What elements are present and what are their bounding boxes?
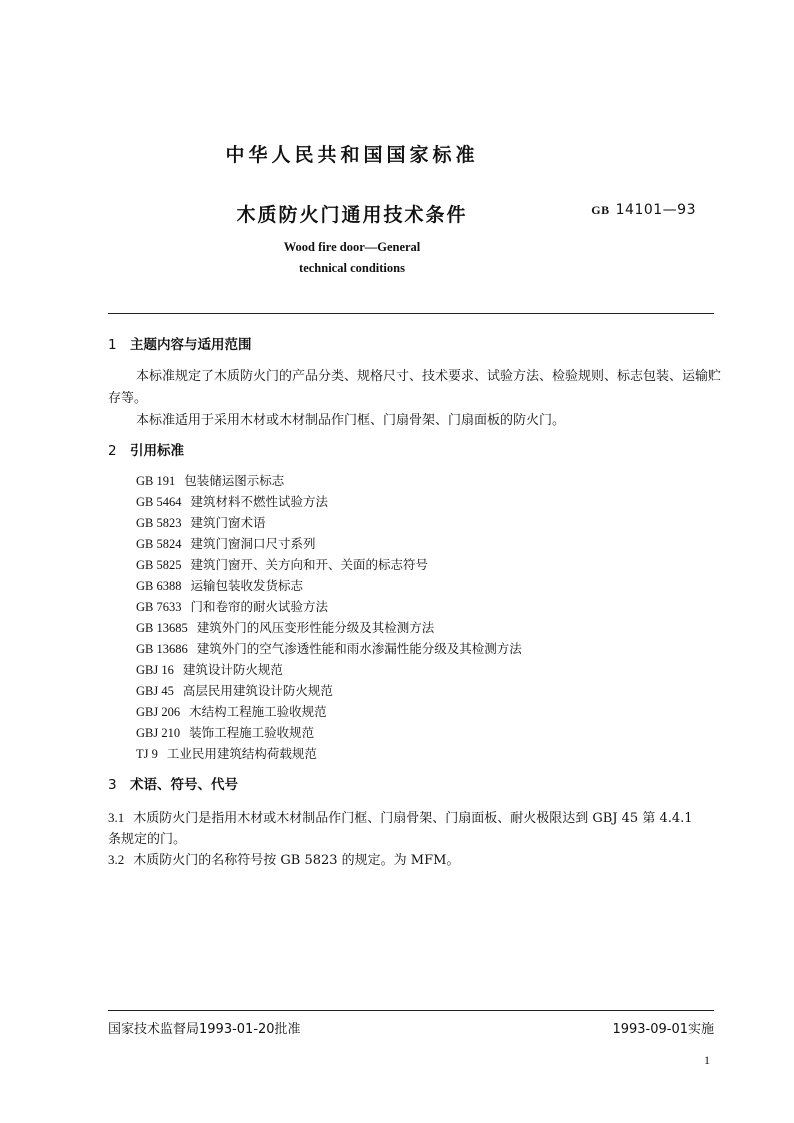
reference-item: GB 7633 门和卷帘的耐火试验方法 (136, 599, 329, 614)
page-number: 1 (704, 1053, 710, 1067)
reference-item: GBJ 45 高层民用建筑设计防火规范 (136, 683, 333, 698)
reference-item: TJ 9 工业民用建筑结构荷载规范 (136, 746, 317, 761)
english-title-line2: technical conditions (299, 261, 405, 275)
footer-divider (108, 1010, 714, 1011)
standard-code-number: 14101—93 (615, 202, 696, 218)
reference-item: GBJ 210 装饰工程施工验收规范 (136, 725, 315, 740)
reference-item: GB 13685 建筑外门的风压变形性能分级及其检测方法 (136, 620, 435, 635)
reference-item: GB 5823 建筑门窗术语 (136, 515, 266, 530)
approval-date: 国家技术监督局1993-01-20批准 (108, 1022, 301, 1037)
reference-item: GB 6388 运输包装收发货标志 (136, 578, 304, 593)
standard-code-prefix: GB (591, 203, 610, 217)
reference-item: GB 13686 建筑外门的空气渗透性能和雨水渗漏性能分级及其检测方法 (136, 641, 522, 656)
reference-item: GB 5824 建筑门窗洞口尺寸系列 (136, 536, 316, 551)
header-divider (108, 313, 714, 314)
section-1-paragraph-1-cont: 存等。 (108, 391, 148, 406)
reference-item: GB 5825 建筑门窗开、关方向和开、关面的标志符号 (136, 557, 429, 572)
clause-3-1: 3.1 木质防火门是指用木材或木材制品作门框、门扇骨架、门扇面板、耐火极限达到 GBJ 45 第 4.4.1 (108, 810, 693, 826)
reference-item: GB 191 包装储运图示标志 (136, 473, 285, 488)
section-3-heading: 3 术语、符号、代号 (108, 777, 238, 793)
effective-date: 1993-09-01实施 (612, 1022, 714, 1037)
reference-item: GB 5464 建筑材料不燃性试验方法 (136, 494, 329, 509)
section-1-paragraph-1: 本标准规定了木质防火门的产品分类、规格尺寸、技术要求、试验方法、检验规则、标志包装、运输贮 (136, 369, 722, 384)
national-standard-heading: 中华人民共和国国家标准 (225, 144, 479, 166)
clause-3-2: 3.2 木质防火门的名称符号按 GB 5823 的规定。为 MFM。 (108, 852, 460, 868)
section-1-heading: 1 主题内容与适用范围 (108, 337, 252, 353)
standard-code (591, 202, 696, 218)
clause-3-1-cont: 条规定的门。 (108, 832, 187, 847)
section-1-paragraph-2: 本标准适用于采用木材或木材制品作门框、门扇骨架、门扇面板的防火门。 (136, 413, 566, 428)
document-title: 木质防火门通用技术条件 (236, 204, 468, 226)
reference-item: GBJ 206 木结构工程施工验收规范 (136, 704, 327, 719)
section-2-heading: 2 引用标准 (108, 443, 184, 459)
reference-item: GBJ 16 建筑设计防火规范 (136, 662, 283, 677)
english-title-line1: Wood fire door—General (283, 240, 421, 254)
